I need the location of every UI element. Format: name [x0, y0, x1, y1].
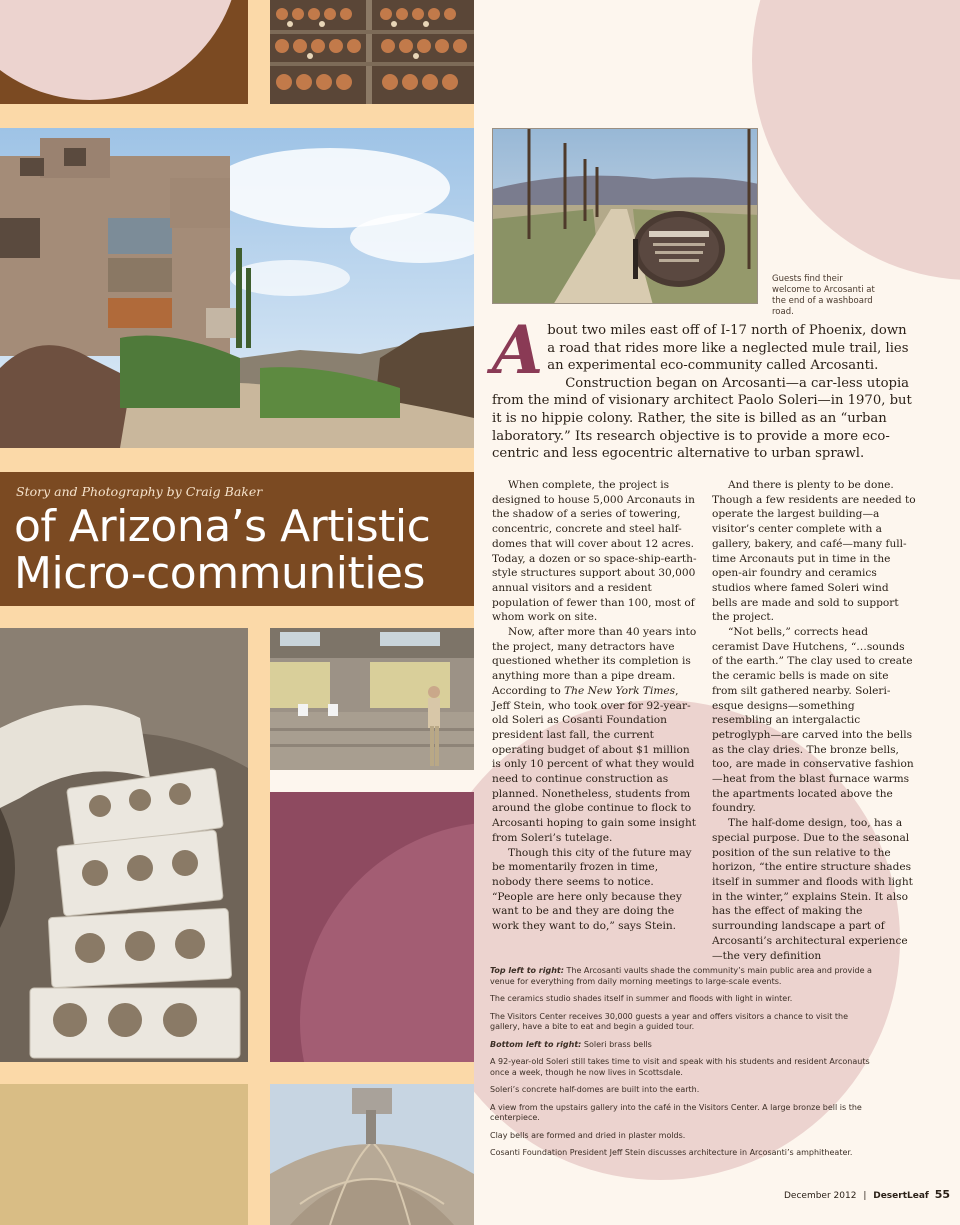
caption-jeff-stein: Cosanti Foundation President Jeff Stein discusses architecture in Arcosanti’s amphitheater. [490, 1148, 853, 1157]
col1-paragraph-2: Now, after more than 40 years into the project, many detractors have questioned whether its completion is anything more than a pipe dream. According to The New York Times, Jeff Stein, who took over for 92-year-old Soleri as Cosanti Foundation president last fall, the current operating budget of about $1 million is only 10 percent of what they would need to continue construction as planned. Nonetheless, students from around the globe continue to flock to Arcosanti hoping to gain some insight from Soleri’s tutelage. [492, 626, 697, 844]
footer-page-number: 55 [934, 1188, 951, 1201]
caption-visitors-center: The Visitors Center receives 30,000 guests a year and offers visitors a chance to visit the gallery, have a bite to eat and begin a guided tour. [490, 1011, 849, 1031]
cream-band-top [0, 104, 474, 128]
intro-paragraph-1: bout two miles east off of I-17 north of Phoenix, down a road that rides more like a neglected mule trail, lies an experimental eco-community called Arcosanti. [547, 323, 909, 374]
caption-bottom-row: Bottom left to right: Soleri brass bells [490, 1039, 652, 1049]
caption-top-row: Top left to right: The Arcosanti vaults shade the community’s main public area and provide a venue for everything from daily morning meetings to large-scale events. [490, 966, 872, 986]
col2-paragraph-1: And there is plenty to be done. Though a few residents are needed to operate the largest building—a visitor’s center complete with a gallery, bakery, and café—many full-time Arconauts put in time in the open-air foundry and ceramics studios where famed Soleri wind bells are made and sold to support the project. [712, 479, 916, 624]
caption-clay-bells: Clay bells are formed and dried in plaster molds. [490, 1130, 686, 1140]
title-block [0, 472, 474, 606]
headline-line1: of Arizona’s Artistic [14, 501, 431, 552]
cream-band-bottom [0, 1062, 474, 1084]
photo-welcome-road [492, 128, 758, 304]
col1-paragraph-3: Though this city of the future may be momentarily frozen in time, nobody there seems to notice. “People are here only because they want to be and they are doing the work they want to do,” says Stein. [492, 846, 692, 933]
drop-cap: A [492, 311, 544, 389]
caption-gallery-view: A view from the upstairs gallery into the café in the Visitors Center. A large bronze bell is the centerpiece. [490, 1102, 862, 1122]
cream-band-lower [0, 606, 474, 628]
photo-caption-welcome: Guests find their welcome to Arcosanti at the end of a washboard road. [772, 274, 875, 317]
caption-ceramics-studio: The ceramics studio shades itself in summer and floods with light in winter. [490, 994, 793, 1003]
cream-band-mid [0, 448, 474, 472]
caption-soleri-visit: A 92-year-old Soleri still takes time to visit and speak with his students and resident Arconauts once a week, though he now lives in Scottsdale. [490, 1057, 870, 1077]
photo-arcosanti-building [0, 128, 474, 448]
intro-text [492, 311, 912, 463]
col2-paragraph-2: “Not bells,” corrects head ceramist Dave Hutchens, “…sounds of the earth.” The clay used to create the ceramic bells is made on site from silt gathered nearby. Soleri-esque designs—something resembling an intergalactic petroglyph—are carved into the bells as the clay dries. The bronze bells, too, are made in conservative fashion—heat from the blast furnace warms the apartments located above the foundry. [712, 626, 914, 815]
headline-line2: Micro-communities [14, 548, 425, 599]
photo-soleri-visit [270, 628, 474, 770]
plum-panel [270, 792, 474, 1062]
top-left-brown-panel [0, 0, 248, 104]
tan-panel [0, 1084, 248, 1225]
decorative-circle-top-right [752, 0, 960, 280]
photo-half-dome [270, 1084, 474, 1225]
footer-date: December 2012 [784, 1191, 857, 1201]
byline: Story and Photography by Craig Baker [16, 484, 263, 499]
col1-paragraph-1: When complete, the project is designed to house 5,000 Arconauts in the shadow of a series of towering, concentric, concrete and steel half-domes that will cover about 12 acres. Today, a dozen or so space-ship-earth-style structures support about 30,000 annual visitors and a resident population of fewer than 100, most of whom work on site. [492, 479, 697, 624]
photo-ceramic-molds [0, 628, 248, 1062]
body-column-1 [492, 478, 698, 934]
photo-bell-wall [270, 0, 474, 104]
footer-separator: | [863, 1191, 867, 1201]
col2-paragraph-3: The half-dome design, too, has a special purpose. Due to the seasonal position of the sun relative to the horizon, “the entire structure shades itself in summer and floods with light in the winter,” explains Stein. It also has the effect of making the surrounding landscape a part of Arcosanti’s architectural experience—the very definition [712, 817, 913, 962]
intro-paragraph-2: Construction began on Arcosanti—a car-less utopia from the mind of visionary architect Paolo Soleri—in 1970, but it is no hippie colony. Rather, the site is billed as an “urban laboratory.” Its research objective is to provide a more eco-centric and less egocentric alternative to urban sprawl. [492, 375, 912, 462]
caption-half-domes: Soleri’s concrete half-domes are built into the earth. [490, 1085, 700, 1094]
body-column-2 [712, 478, 916, 963]
page-footer [784, 1188, 950, 1201]
photo-captions-list [490, 966, 880, 1166]
footer-magazine: DesertLeaf [873, 1191, 929, 1201]
